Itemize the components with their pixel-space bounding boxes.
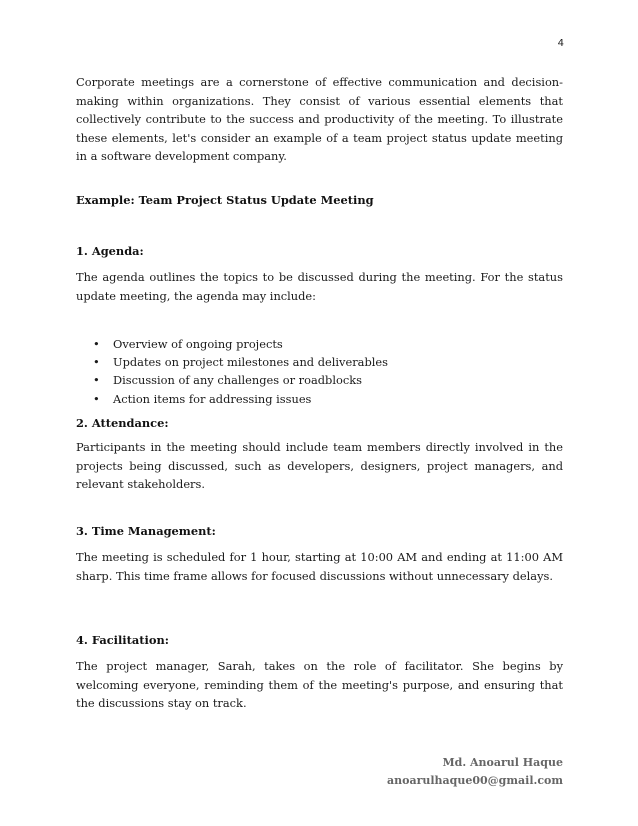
facilitation-paragraph: The project manager, Sarah, takes on the role of facilitator. She begins by welcoming everyone, reminding them of the meeting's purpose, and ensuring that the discussions stay on track. — [76, 659, 563, 711]
list-item-text: Overview of ongoing projects — [113, 337, 283, 351]
example-heading: Example: Team Project Status Update Meeting — [76, 193, 374, 207]
attendance-paragraph: Participants in the meeting should include team members directly involved in the projects being discussed, such as developers, designers, project managers, and relevant stakeholders. — [76, 440, 563, 492]
footer-author: Md. Anoarul Haque — [442, 756, 563, 769]
list-item-text: Updates on project milestones and deliverables — [113, 355, 388, 370]
bullet-icon: • — [93, 373, 100, 388]
attendance-heading: 2. Attendance: — [76, 416, 169, 430]
agenda-heading: 1. Agenda: — [76, 244, 144, 258]
page-number: 4 — [557, 38, 564, 49]
list-item — [76, 390, 388, 408]
bullet-icon: • — [93, 391, 100, 406]
time-management-paragraph: The meeting is scheduled for 1 hour, starting at 10:00 AM and ending at 11:00 AM sharp. This time frame allows for focused discussions without unnecessary delays. — [76, 550, 563, 583]
footer-email: anoarulhaque00@gmail.com — [387, 774, 563, 787]
list-item — [76, 353, 388, 371]
list-item-text: Action items for addressing issues — [113, 391, 312, 406]
facilitation-heading: 4. Facilitation: — [76, 633, 169, 647]
list-item — [76, 335, 388, 353]
list-item — [76, 371, 388, 389]
list-item-text: Discussion of any challenges or roadblocks — [113, 373, 362, 388]
intro-paragraph: Corporate meetings are a cornerstone of effective communication and decision-making within organizations. They consist of various essential elements that collectively contribute to the success and productivity of the meeting. To illustrate these elements, let's consider an example of a team project status update meeting in a software development company. — [76, 75, 563, 164]
agenda-paragraph: The agenda outlines the topics to be discussed during the meeting. For the status update meeting, the agenda may include: — [76, 270, 563, 303]
time-management-heading: 3. Time Management: — [76, 524, 216, 538]
bullet-icon: • — [93, 337, 100, 351]
agenda-bullet-list — [76, 335, 388, 408]
bullet-icon: • — [93, 355, 100, 370]
